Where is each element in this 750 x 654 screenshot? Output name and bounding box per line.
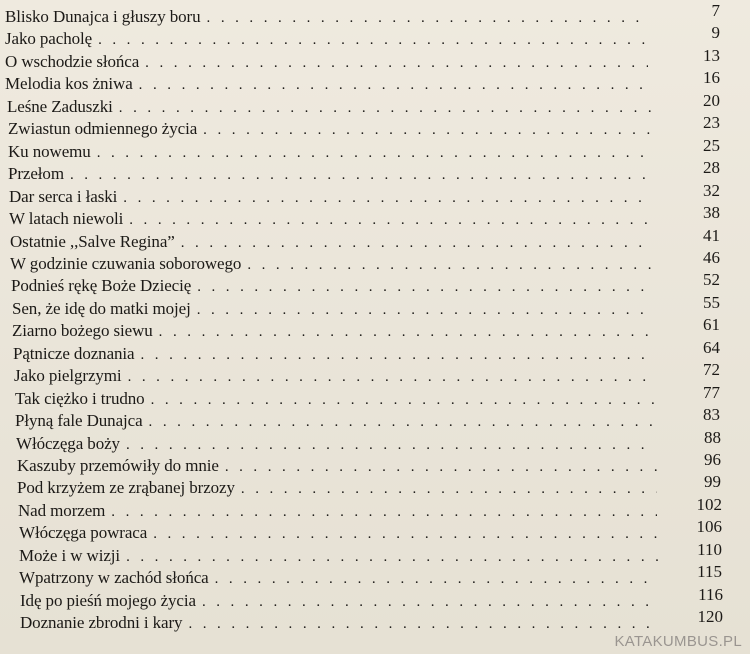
- toc-entry-page-number: 9: [711, 23, 720, 43]
- toc-entry-title: Płyną fale Dunajca: [15, 411, 143, 431]
- toc-entry-title: Nad morzem: [18, 500, 106, 520]
- toc-entry-title: O wschodzie słońca: [5, 51, 140, 71]
- toc-entry: [5, 28, 652, 50]
- toc-entry: [11, 275, 658, 297]
- toc-entry-page-number: 28: [703, 158, 720, 178]
- dot-leader: [241, 478, 657, 500]
- toc-entry-title: Sen, że idę do matki mojej: [12, 298, 191, 318]
- toc-entry: [5, 6, 652, 28]
- toc-entry: [10, 231, 657, 253]
- toc-entry-page-number: 106: [696, 517, 722, 537]
- toc-entry: [20, 590, 663, 612]
- toc-entry: [9, 186, 656, 208]
- toc-entry-page-number: 7: [711, 1, 720, 20]
- toc-entry: [19, 567, 662, 589]
- dot-leader: [126, 434, 656, 456]
- dot-leader: [159, 321, 654, 343]
- toc-entry: [7, 96, 655, 118]
- toc-entry-page-number: 88: [704, 427, 721, 447]
- toc-entry: [5, 51, 652, 73]
- dot-leader: [207, 7, 648, 29]
- dot-leader: [181, 232, 653, 254]
- dot-leader: [129, 209, 652, 231]
- toc-entry-title: Dar serca i łaski: [9, 186, 118, 206]
- dot-leader: [203, 119, 651, 141]
- dot-leader: [247, 254, 653, 276]
- toc-entry-page-number: 72: [703, 360, 720, 380]
- toc-entry-title: Leśne Zaduszki: [7, 96, 113, 116]
- toc-entry: [20, 612, 663, 634]
- toc-entry-title: Przełom: [8, 164, 64, 184]
- toc-entry-title: Doznanie zbrodni i kary: [20, 613, 183, 633]
- toc-entry: [17, 477, 661, 499]
- dot-leader: [123, 187, 652, 209]
- toc-entry-page-number: 41: [703, 225, 720, 245]
- toc-entry-page-number: 25: [703, 135, 720, 155]
- toc-entry-page-number: 110: [697, 539, 722, 559]
- toc-entry-title: Jako pielgrzymi: [14, 366, 122, 386]
- dot-leader: [197, 299, 654, 321]
- toc-entry-page-number: 23: [703, 113, 720, 133]
- toc-entry: [15, 410, 660, 432]
- toc-entry: [8, 141, 655, 163]
- toc-entry-page-number: 52: [703, 270, 720, 290]
- dot-leader: [111, 501, 657, 523]
- dot-leader: [188, 613, 659, 635]
- toc-entry-title: Podnieś rękę Boże Dziecię: [11, 276, 192, 296]
- toc-entry-page-number: 55: [703, 292, 720, 312]
- toc-entry: [12, 320, 658, 342]
- toc-entry-title: Włóczęga powraca: [19, 523, 148, 543]
- toc-entry-page-number: 77: [703, 382, 720, 402]
- toc-entry-page-number: 102: [696, 494, 722, 514]
- toc-entry: [10, 253, 657, 275]
- toc-entry-page-number: 16: [703, 68, 720, 88]
- toc-entry: [15, 388, 660, 410]
- dot-leader: [139, 74, 651, 96]
- toc-entry-page-number: 83: [703, 405, 720, 425]
- toc-entry-title: Blisko Dunajca i głuszy boru: [5, 7, 201, 26]
- toc-entry-title: Idę po pieśń mojego życia: [20, 590, 196, 610]
- toc-entry: [8, 118, 655, 140]
- toc-entry: [18, 500, 661, 522]
- toc-entry-page-number: 115: [697, 562, 722, 582]
- toc-entry: [12, 298, 658, 320]
- toc-entry: [13, 343, 659, 365]
- dot-leader: [141, 344, 656, 366]
- dot-leader: [119, 97, 651, 119]
- toc-entry-title: Wpatrzony w zachód słońca: [19, 568, 209, 588]
- watermark: KATAKUMBUS.PL: [614, 633, 742, 650]
- toc-entry-page-number: 99: [704, 472, 721, 492]
- toc-entry-title: Ziarno bożego siewu: [12, 321, 153, 341]
- toc-entry-title: Może i w wizji: [19, 545, 121, 565]
- dot-leader: [225, 456, 657, 478]
- toc-entry-page-number: 46: [703, 247, 720, 267]
- dot-leader: [197, 276, 654, 298]
- toc-entry-title: Jako pacholę: [5, 29, 93, 49]
- dot-leader: [126, 546, 658, 568]
- toc-entry-title: Ku nowemu: [8, 141, 91, 161]
- toc-entry: [8, 163, 656, 185]
- toc-entry: [19, 545, 662, 567]
- toc-entry-page-number: 61: [703, 315, 720, 335]
- toc-entry-page-number: 20: [703, 90, 720, 110]
- toc-entry: [9, 208, 656, 230]
- dot-leader: [215, 568, 658, 590]
- dot-leader: [145, 52, 648, 74]
- dot-leader: [98, 29, 648, 51]
- toc-entry-page-number: 32: [703, 180, 720, 200]
- toc-entry-page-number: 38: [703, 203, 720, 223]
- toc-entry-page-number: 64: [703, 337, 720, 357]
- toc-entry-page-number: 13: [703, 45, 720, 65]
- dot-leader: [151, 389, 656, 411]
- dot-leader: [153, 523, 658, 545]
- toc-entry: [19, 522, 662, 544]
- toc-entry-title: Ostatnie ,,Salve Regina”: [10, 231, 175, 251]
- toc-entry-page-number: 116: [698, 584, 723, 604]
- dot-leader: [149, 411, 656, 433]
- toc-entry-page-number: 96: [704, 450, 721, 469]
- toc-entry-title: Kaszuby przemówiły do mnie: [17, 456, 219, 475]
- toc-entry-title: Włóczęga boży: [16, 433, 120, 453]
- dot-leader: [128, 366, 655, 388]
- toc-entry-title: Zwiastun odmiennego życia: [8, 119, 198, 139]
- toc-entry-title: Melodia kos żniwa: [5, 74, 133, 94]
- toc-entry: [17, 455, 661, 477]
- toc-entry: [5, 73, 655, 95]
- dot-leader: [202, 591, 659, 613]
- toc-entry: [14, 365, 659, 387]
- toc-entry-title: W latach niewoli: [9, 209, 124, 229]
- toc-entry-title: Pątnicze doznania: [13, 343, 135, 363]
- toc-entry-title: Pod krzyżem ze zrąbanej brzozy: [17, 478, 235, 498]
- dot-leader: [97, 142, 651, 164]
- dot-leader: [70, 164, 652, 186]
- toc-entry-title: Tak ciężko i trudno: [15, 388, 145, 408]
- toc-entry-page-number: 120: [697, 607, 723, 627]
- toc-entry-title: W godzinie czuwania soborowego: [10, 253, 242, 273]
- toc-entry: [16, 433, 660, 455]
